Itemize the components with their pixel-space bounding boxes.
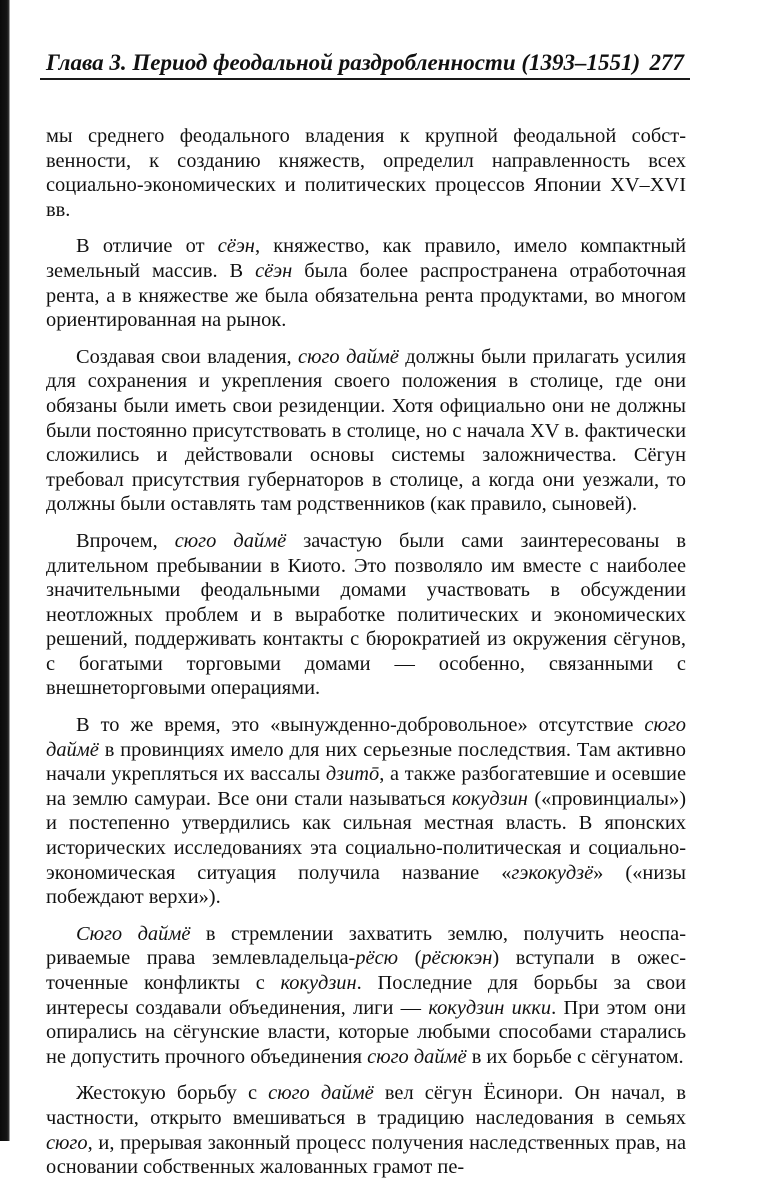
text-segment: мы среднего феодального владения к крупной феодальной собственности, к созданию княжеств, определил направленность всех социально-экономических и политических процессов Японии XV–XVI вв. [46, 125, 686, 221]
text-segment: ) вступали в ожесточенные конфликты с [46, 947, 686, 994]
text-segment: в стремлении захватить землю, получить неоспариваемые права землевладельца- [46, 922, 687, 970]
text-segment: . При этом они опирались на сёгунские власти, которые любыми способами старались не допустить прочного объединения [46, 996, 686, 1068]
italic-term: кокудзин [280, 972, 357, 994]
body-text [40, 124, 690, 1180]
text-segment: в провинциях имело для них серьезные последствия. Там активно начали укрепляться их вассалы [46, 738, 686, 786]
paragraph-6 [46, 922, 686, 1070]
text-segment: должны были прилагать усилия для сохранения и укрепления своего положения в столице, где они обязаны были иметь свои резиденции. Хотя официально они не должны были постоянно присутствовать в столице, но с начала XV в. фактически сложились и действовали основы системы заложничества. Сёгун требовал присутствия губернаторов в столице, а когда они уезжали, то должны были оставлять там родственников (как правило, сыновей). [46, 345, 686, 516]
paragraph-7 [46, 1081, 686, 1179]
text-segment: Жестокую борьбу с [76, 1082, 269, 1105]
text-segment: была более распространена отработочная рента, а в княжестве же была обязательна рента продуктами, во многом ориентированная на рынок. [46, 259, 686, 332]
paragraph-3 [46, 345, 686, 517]
text-segment: , а также разбогатевшие и осевшие на землю самураи. Все они стали называться [46, 763, 686, 810]
text-segment: В то же время, это «вынужденно-добровольное» отсутствие [76, 714, 645, 737]
text-segment: , княжество, как правило, имело компактный земельный массив. В [46, 235, 686, 282]
paragraph-2 [46, 234, 686, 332]
italic-term: рёсю [355, 947, 399, 970]
italic-term: гэкокудзё [511, 861, 594, 884]
italic-term: Сюго даймё [76, 922, 191, 945]
text-segment: ( [398, 947, 422, 970]
text-segment: Впрочем, [76, 529, 175, 552]
scan-shadow-edge [0, 0, 10, 1141]
running-head [40, 40, 690, 80]
text-segment: Создавая свои владения, [76, 345, 299, 368]
chapter-title: Глава 3. Период феодальной раздробленности (1393–1551) [46, 50, 641, 75]
italic-term: сюго даймё [46, 714, 686, 761]
page-number: 277 [649, 50, 684, 75]
paragraph-4 [46, 529, 686, 701]
text-segment: . Последние для борьбы за свои интересы создавали объединения, лиги — [46, 972, 686, 1019]
italic-term: сюго даймё [174, 529, 287, 552]
paragraph-5 [46, 713, 686, 910]
text-segment: («провинциалы») и постепенно утвердились как сильная местная власть. В японских исторических исследованиях эта социально-политическая и социально-экономическая ситуация получила название « [46, 787, 686, 884]
italic-term: сёэн [217, 235, 255, 258]
italic-term: сюго даймё [268, 1082, 374, 1105]
text-segment: зачастую были сами заинтересованы в длительном пребывании в Киото. Это позволяло им вместе с наиболее значительными феодальными домами участвовать в обсуждении неотложных проблем и в выработке политических и экономических решений, поддерживать контакты с бюрократией из окружения сёгунов, с богатыми торговыми домами — особенно, связанными с внешнеторговыми операциями. [46, 529, 687, 700]
italic-term: сёэн [255, 259, 293, 282]
italic-term: рёсюкэн [421, 947, 493, 970]
italic-term: сюго [46, 1131, 88, 1154]
italic-term: кокудзин [451, 787, 528, 810]
paragraph-1 [46, 124, 686, 222]
italic-term: сюго даймё [298, 345, 399, 368]
italic-term: кокудзин икки [428, 996, 552, 1019]
italic-term: дзитō [325, 763, 380, 786]
text-segment: вел сёгун Ёсинори. Он начал, в частности, открыто вмешиваться в традицию наследования в семьях [46, 1082, 686, 1129]
text-segment: В отличие от [76, 235, 218, 258]
book-page [40, 40, 690, 1180]
text-segment: » («низы побеждают верхи»). [46, 861, 686, 909]
text-segment: , и, прерывая законный процесс получения наследственных прав, на основании собственных жалованных грамот пе- [46, 1131, 686, 1179]
text-segment: в их борьбе с сёгунатом. [466, 1045, 684, 1068]
italic-term: сюго даймё [367, 1045, 467, 1068]
